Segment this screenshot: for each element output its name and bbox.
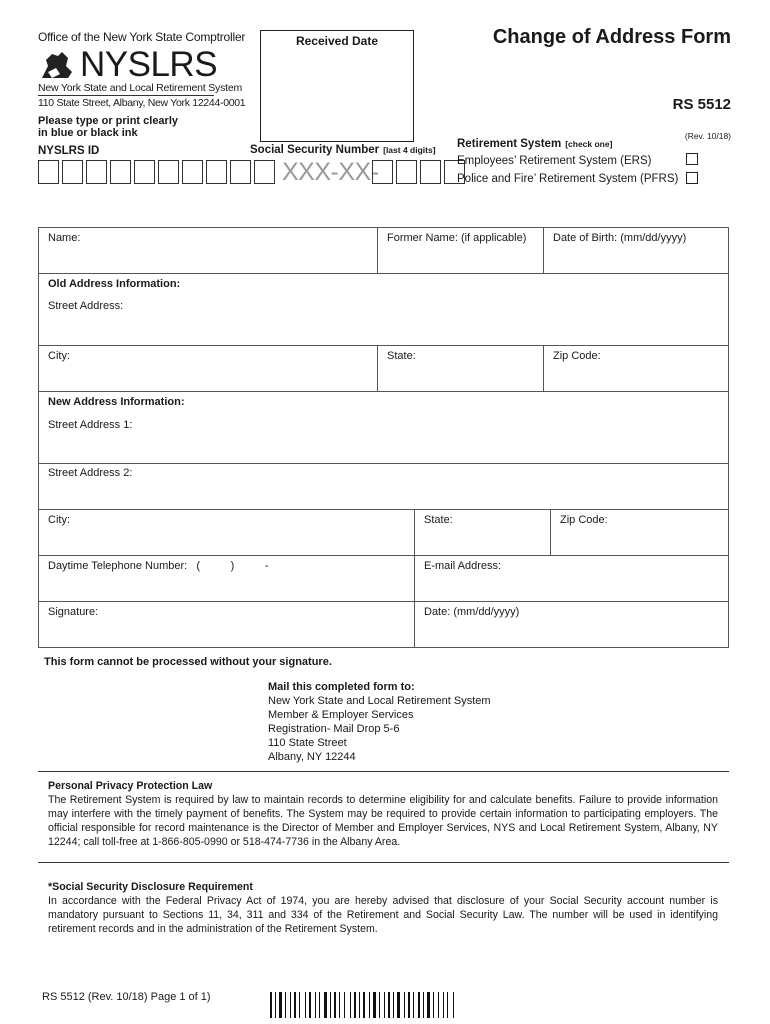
barcode-bar (324, 992, 327, 1018)
barcode-bar (413, 992, 414, 1018)
ssn-label-text: Social Security Number (250, 144, 380, 156)
barcode-bar (305, 992, 306, 1018)
old-state-field[interactable]: State: (378, 346, 544, 392)
signature-note: This form cannot be processed without your signature. (44, 656, 332, 668)
privacy-body: The Retirement System is required by law to maintain records to determine eligibility for and calculate benefits. Failure to provide information may interfere with the timely payment of benefits. The System may be required to provide certain information to participating employers. The official responsible for record maintenance is the Director of Member and Employer Services, NYS and Local Retirement System, Albany, NY 12244; call toll-free at 1-866-805-0990 or 518-474-7736 in the Albany Area. (48, 794, 718, 848)
barcode-bar (344, 992, 345, 1018)
option-ers-label: Employees’ Retirement System (ERS) (457, 155, 652, 167)
barcode-bar (309, 992, 311, 1018)
org-address: 110 State Street, Albany, New York 12244-0001 (38, 97, 246, 109)
revision: (Rev. 10/18) (684, 131, 731, 141)
barcode-bar (381, 992, 383, 1018)
retirement-system-note: [check one] (565, 139, 613, 149)
barcode-bar (321, 992, 323, 1018)
barcode-bar (423, 992, 424, 1018)
barcode-bar (425, 992, 426, 1018)
id-digit-box[interactable] (182, 160, 203, 184)
id-digit-box[interactable] (158, 160, 179, 184)
barcode-bar (401, 992, 403, 1018)
barcode-bar (369, 992, 370, 1018)
barcode-bar (277, 992, 278, 1018)
barcode-bar (397, 992, 400, 1018)
barcode-bar (431, 992, 432, 1018)
barcode-bar (339, 992, 340, 1018)
barcode-bar (283, 992, 284, 1018)
id-digit-box[interactable] (110, 160, 131, 184)
barcode-bar (270, 992, 272, 1018)
barcode-bar (350, 992, 351, 1018)
barcode-bar (384, 992, 385, 1018)
barcode-bar (361, 992, 362, 1018)
id-digit-box[interactable] (38, 160, 59, 184)
barcode-bar (330, 992, 331, 1018)
barcode-bar (297, 992, 298, 1018)
barcode-bar (273, 992, 274, 1018)
mail-line: Albany, NY 12244 (268, 751, 356, 763)
org-name: New York State and Local Retirement System (38, 82, 243, 94)
barcode-bar (404, 992, 405, 1018)
dob-field[interactable]: Date of Birth: (mm/dd/yyyy) (544, 228, 728, 274)
ssn-label (250, 144, 436, 156)
barcode-bar (373, 992, 376, 1018)
barcode-bar (395, 992, 396, 1018)
barcode-bar (357, 992, 358, 1018)
barcode-bar (332, 992, 333, 1018)
barcode-bar (371, 992, 372, 1018)
form-title: Change of Address Form (492, 26, 731, 48)
barcode-bar (443, 992, 444, 1018)
barcode-bar (447, 992, 448, 1018)
mail-line: Member & Employer Services (268, 709, 414, 721)
privacy-section (48, 779, 718, 849)
barcode-bar (290, 992, 291, 1018)
barcode-bar (292, 992, 293, 1018)
ssn-digit-box[interactable] (420, 160, 441, 184)
id-digit-box[interactable] (62, 160, 83, 184)
mail-line: 110 State Street (268, 737, 347, 749)
barcode-bar (315, 992, 316, 1018)
barcode-bar (391, 992, 392, 1018)
id-digit-box[interactable] (86, 160, 107, 184)
old-street-field[interactable]: Street Address: (39, 298, 728, 346)
barcode-bar (294, 992, 296, 1018)
ssn-disclosure-body: In accordance with the Federal Privacy Act of 1974, you are hereby advised that disclosure of your Social Security account number is mandatory pursuant to Sections 11, 34, 311 and 334 of the Retirement and Social Security Law. The number will be used in identifying retirement records and in the administration of the Retirement System. (48, 895, 718, 935)
barcode-bar (346, 992, 349, 1018)
phone-field[interactable]: Daytime Telephone Number: ( ) - (39, 556, 415, 602)
barcode-icon (270, 992, 526, 1018)
old-address-heading: Old Address Information: (48, 278, 181, 290)
ssn-disclosure-heading: *Social Security Disclosure Requirement (48, 881, 253, 893)
ssn-divider (38, 862, 729, 863)
barcode-bar (319, 992, 320, 1018)
id-digit-box[interactable] (134, 160, 155, 184)
barcode-bar (307, 992, 308, 1018)
barcode-bar (366, 992, 368, 1018)
barcode-bar (418, 992, 420, 1018)
signature-field[interactable]: Signature: (39, 602, 415, 647)
logo-divider (38, 95, 214, 96)
ssn-digit-box[interactable] (396, 160, 417, 184)
barcode-bar (415, 992, 417, 1018)
ers-checkbox[interactable] (686, 153, 698, 165)
ssn-note: [last 4 digits] (383, 145, 436, 155)
barcode-bar (435, 992, 437, 1018)
id-digit-box[interactable] (254, 160, 275, 184)
received-date-label: Received Date (295, 34, 379, 48)
barcode-bar (275, 992, 276, 1018)
email-field[interactable]: E-mail Address: (415, 556, 728, 602)
option-pfrs-label: Police and Fire’ Retirement System (PFRS) (457, 173, 679, 185)
barcode-bar (453, 992, 454, 1018)
ssn-disclosure-section (48, 880, 718, 936)
former-name-field[interactable]: Former Name: (if applicable) (378, 228, 544, 274)
new-state-field[interactable]: State: (415, 510, 551, 556)
new-address-heading: New Address Information: (48, 396, 185, 408)
barcode-bar (359, 992, 360, 1018)
ssn-last4-input[interactable] (372, 160, 465, 184)
office-name: Office of the New York State Comptroller (38, 30, 246, 44)
barcode-bar (285, 992, 286, 1018)
old-city-field[interactable]: City: (39, 346, 378, 392)
barcode-bar (411, 992, 412, 1018)
retirement-system-text: Retirement System (457, 138, 562, 150)
barcode-bar (317, 992, 318, 1018)
nyslrs-logo-icon (38, 50, 78, 82)
new-street2-field[interactable]: Street Address 2: (39, 464, 728, 510)
logo-text: NYSLRS (80, 45, 218, 84)
barcode-bar (352, 992, 353, 1018)
barcode-bar (449, 992, 452, 1018)
retirement-system-label (457, 138, 612, 150)
old-zip-field[interactable]: Zip Code: (544, 346, 728, 392)
mail-line: Registration- Mail Drop 5-6 (268, 723, 400, 735)
barcode-bar (388, 992, 390, 1018)
id-digit-box[interactable] (230, 160, 251, 184)
barcode-bar (299, 992, 300, 1018)
barcode-bar (393, 992, 394, 1018)
signature-date-field[interactable]: Date: (mm/dd/yyyy) (424, 606, 520, 618)
mail-to-block (268, 680, 491, 764)
barcode-bar (445, 992, 446, 1018)
nyslrs-id-input[interactable] (38, 160, 275, 184)
mail-line: New York State and Local Retirement System (268, 695, 491, 707)
barcode-bar (341, 992, 343, 1018)
new-street1-field[interactable]: Street Address 1: (39, 416, 728, 464)
instructions: Please type or print clearly in blue or black ink (38, 115, 179, 139)
barcode-bar (440, 992, 442, 1018)
barcode-bar (433, 992, 434, 1018)
barcode-bar (337, 992, 338, 1018)
barcode-bar (438, 992, 439, 1018)
barcode-bar (328, 992, 329, 1018)
new-city-field[interactable]: City: (39, 510, 415, 556)
id-digit-box[interactable] (206, 160, 227, 184)
nyslrs-id-label: NYSLRS ID (38, 145, 100, 157)
privacy-divider (38, 771, 729, 772)
barcode-bar (377, 992, 378, 1018)
barcode-bar (379, 992, 380, 1018)
barcode-bar (334, 992, 336, 1018)
address-form-grid (38, 227, 729, 648)
barcode-bar (354, 992, 356, 1018)
barcode-bar (312, 992, 314, 1018)
ssn-mask: XXX-XX- (282, 158, 379, 186)
barcode-bar (421, 992, 422, 1018)
barcode-bar (455, 992, 457, 1018)
barcode-bar (406, 992, 407, 1018)
barcode-bar (386, 992, 387, 1018)
barcode-bar (301, 992, 304, 1018)
received-date-box (260, 30, 414, 142)
barcode-bar (408, 992, 410, 1018)
ssn-digit-box[interactable] (372, 160, 393, 184)
barcode-bar (427, 992, 430, 1018)
form-number: RS 5512 (672, 96, 731, 113)
name-field[interactable]: Name: (39, 228, 378, 274)
pfrs-checkbox[interactable] (686, 172, 698, 184)
privacy-heading: Personal Privacy Protection Law (48, 780, 213, 792)
barcode-bar (279, 992, 282, 1018)
footer-form-id: RS 5512 (Rev. 10/18) Page 1 of 1) (42, 991, 211, 1003)
mail-to-heading: Mail this completed form to: (268, 681, 415, 693)
barcode-bar (363, 992, 365, 1018)
barcode-bar (287, 992, 289, 1018)
new-zip-field[interactable]: Zip Code: (551, 510, 728, 556)
